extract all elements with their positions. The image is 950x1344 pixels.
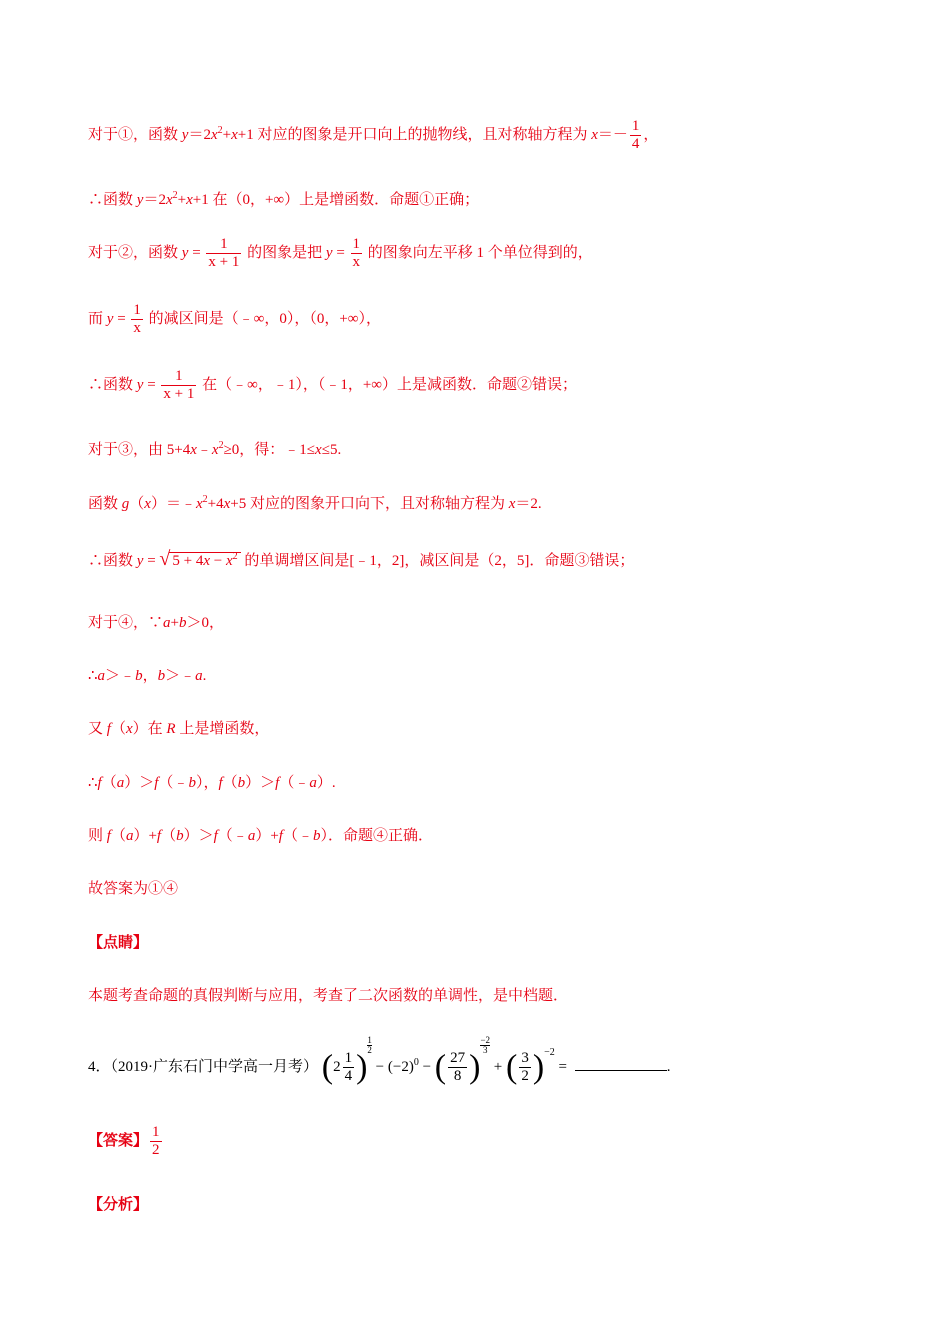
fraction: $\frac{1}{x}$ (133, 302, 141, 337)
solution-line-9: 对于④，∵a+b＞0， (88, 615, 224, 631)
answer-line (88, 1124, 164, 1160)
fraction: $\frac{1}{x + 1}$ (163, 368, 195, 403)
question-4: 4．（2019·广东石门中学高一月考） (2 $\frac{1}{4}$ )$\frac{1}{2}$ − $(-2)^0$ − ( $\frac{27}{8}$ )$\frac{-2}{3}$ + ( $\frac{3}{2}$ )$^{-2}$ = . (88, 1035, 671, 1086)
square-root: √ $5 + 4x - x^2$ (159, 548, 240, 571)
solution-line-6: 对于③，由 $5+4x﹣x^2\ge 0$，得：﹣1≤x≤5. (88, 440, 342, 458)
key-point-text: 本题考查命题的真假判断与应用，考查了二次函数的单调性，是中档题． (88, 988, 569, 1004)
fraction: $\frac{1}{4}$ (631, 118, 640, 153)
solution-line-5: ∴函数 y = $\frac{1}{x + 1}$ 在（﹣∞，﹣1），（﹣1，+∞）上是减函数．命题②错误； (88, 368, 577, 403)
solution-line-12: ∴f（a）＞f（﹣b），f（b）＞f（﹣a）. (88, 775, 336, 791)
solution-line-1: 对于①，函数 $y=2x^2+x+1$ 对应的图象是开口向上的抛物线，且对称轴方程为 x＝－ $\frac{1}{4}$ ， (88, 118, 659, 153)
answer-blank (575, 1070, 667, 1071)
solution-line-8: ∴函数 y = √ $5 + 4x - x^2$ 的单调增区间是[﹣1，2]，减区间是（2，5]．命题③错误； (88, 548, 635, 570)
fraction: $\frac{1}{x + 1}$ (208, 236, 240, 271)
answer-label: 【答案】 (88, 1133, 149, 1150)
fraction: $\frac{1}{4}$ (344, 1049, 353, 1085)
key-point-heading: 【点睛】 (88, 935, 149, 951)
fraction: $\frac{27}{8}$ (450, 1049, 466, 1085)
exponent: $\frac{1}{2}$ (367, 1035, 372, 1055)
fraction: $\frac{1}{x}$ (352, 236, 361, 271)
solution-line-13: 则 f（a）+f（b）＞f（﹣a）+f（﹣b）．命题④正确． (88, 828, 433, 844)
question-prefix: 4．（2019·广东石门中学高一月考） (88, 1059, 318, 1075)
analysis-heading: 【分析】 (88, 1197, 149, 1213)
solution-line-2: ∴函数 $y=2x^2+x+1$ 在（0，+∞）上是增函数．命题①正确； (88, 190, 480, 208)
exponent: $\frac{-2}{3}$ (480, 1035, 491, 1055)
solution-line-10: ∴a＞﹣b，b＞﹣a. (88, 668, 207, 684)
answer-fraction: $\frac{1}{2}$ (152, 1124, 160, 1159)
solution-line-7: 函数 $g(x)=﹣x^2+4x+5$ 对应的图象开口向下，且对称轴方程为 x＝2. (88, 494, 542, 512)
fraction: $\frac{3}{2}$ (521, 1049, 529, 1085)
solution-line-14: 故答案为①④ (88, 881, 179, 897)
solution-line-4: 而 y = $\frac{1}{x}$ 的减区间是（﹣∞，0），（0，+∞）， (88, 302, 382, 337)
solution-line-11: 又 f（x）在 R 上是增函数， (88, 721, 270, 737)
solution-line-3: 对于②，函数 y = $\frac{1}{x + 1}$ 的图象是把 y = $\frac{1}{x}$ 的图象向左平移 1 个单位得到的， (88, 236, 593, 271)
